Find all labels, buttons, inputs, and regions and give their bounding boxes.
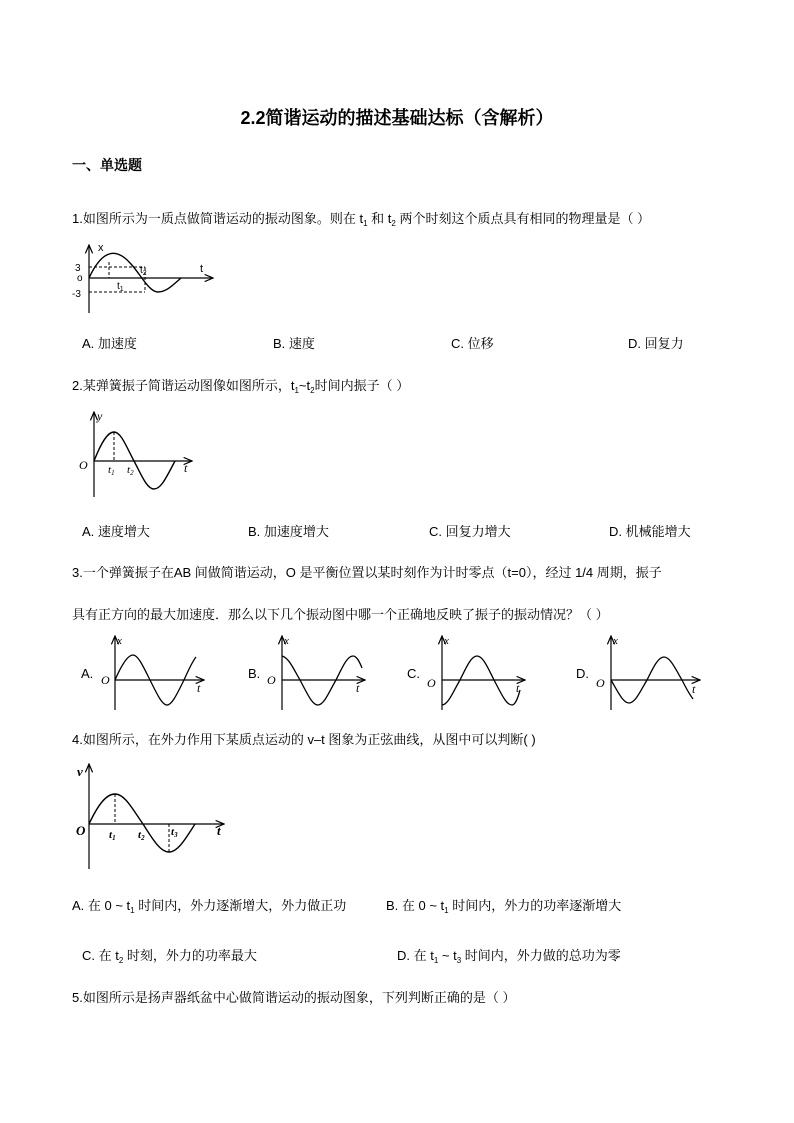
fig1-tick-neg3: -3: [72, 289, 81, 300]
section-heading: 一、单选题: [72, 157, 142, 173]
q3-c-label: C.: [407, 666, 420, 681]
q3-d-origin: O: [596, 676, 605, 690]
question-5-stem: 5.如图所示是扬声器纸盆中心做简谐运动的振动图象，下列判断正确的是（ ）: [72, 990, 516, 1005]
q3-b-label: B.: [248, 666, 261, 681]
fig1-tick-3: 3: [75, 263, 81, 274]
q3-figure-c[interactable]: [404, 632, 534, 714]
q3-b-x-label: x: [284, 635, 289, 647]
q3-a-x-label: x: [117, 635, 122, 647]
q4-option-b[interactable]: B. 在 0 ~ $t_1$ 时间内，外力的功率逐渐增大: [386, 898, 622, 915]
q3-c-t-label: t: [516, 681, 520, 695]
q1-option-c[interactable]: C. 位移: [451, 336, 494, 351]
q3-d-x-label: x: [613, 635, 618, 647]
q3-b-origin: O: [267, 673, 276, 687]
q3-figure-a[interactable]: [78, 632, 208, 714]
q3-c-origin: O: [427, 676, 436, 690]
q3-d-t-label: t: [692, 682, 696, 696]
q2-option-d[interactable]: D. 机械能增大: [609, 524, 691, 539]
fig4-t3-label: t3: [171, 826, 178, 839]
fig4-t-label: t: [217, 823, 221, 838]
q4-option-d[interactable]: D. 在 $t_1$ ~ $t_3$ 时间内，外力做的总功为零: [397, 948, 621, 965]
q2-option-b[interactable]: B. 加速度增大: [248, 524, 329, 539]
fig1-t2-label: $t_2$: [140, 265, 147, 277]
fig2-y-label: y: [97, 409, 103, 423]
question-4-stem: 4.如图所示，在外力作用下某质点运动的 v–t 图象为正弦曲线，从图中可以判断( ): [72, 732, 536, 747]
question-2-stem: 2.某弹簧振子简谐运动图像如图所示，$t_1\sim t_2$时间内振子（ ）: [72, 378, 410, 395]
fig1-origin: o: [77, 273, 83, 284]
fig2-t1-label: t1: [108, 464, 115, 477]
question-1-stem: 1.如图所示为一质点做简谐运动的振动图象。则在 $t_1$ 和 $t_2$ 两个时刻这个质点具有相同的物理量是（ ）: [72, 211, 651, 228]
question-3-line2: 具有正方向的最大加速度．那么以下几个振动图中哪一个正确地反映了振子的振动情况？（ ）: [72, 607, 609, 622]
q3-a-origin: O: [101, 673, 110, 687]
fig4-t1-label: t1: [109, 829, 116, 842]
page-title: 2.2简谐运动的描述基础达标（含解析）: [240, 108, 554, 128]
fig2-t2-label: t2: [127, 464, 134, 477]
q3-a-label: A.: [81, 666, 94, 681]
q2-option-a[interactable]: A. 速度增大: [82, 524, 150, 539]
q1-option-a[interactable]: A. 加速度: [82, 336, 137, 351]
fig1-t-label: t: [200, 263, 204, 275]
q4-option-a[interactable]: A. 在 0 ~ $t_1$ 时间内，外力逐渐增大，外力做正功: [72, 898, 347, 915]
q3-d-label: D.: [576, 666, 589, 681]
fig4-t2-label: t2: [138, 829, 145, 842]
question-4-figure: [72, 760, 232, 872]
fig1-x-label: x: [98, 242, 104, 254]
fig2-t-label: t: [184, 461, 188, 475]
q1-option-d[interactable]: D. 回复力: [628, 336, 684, 351]
fig1-t1-label: $t_1$: [117, 281, 124, 293]
fig2-origin: O: [79, 458, 88, 472]
fig4-origin: O: [76, 823, 86, 838]
question-1-figure: [70, 240, 220, 315]
q3-b-t-label: t: [356, 681, 360, 695]
question-2-figure: [74, 408, 198, 500]
q2-option-c[interactable]: C. 回复力增大: [429, 524, 511, 539]
q3-c-x-label: x: [444, 635, 449, 647]
q4-option-c[interactable]: C. 在 $t_2$ 时刻，外力的功率最大: [82, 948, 257, 965]
question-3-line1: 3.一个弹簧振子在AB 间做简谐运动，O 是平衡位置以某时刻作为计时零点（t=0），经过 1/4 周期，振子: [72, 565, 662, 580]
q3-a-t-label: t: [197, 681, 201, 695]
q3-figure-d[interactable]: [574, 632, 706, 714]
fig4-v-label: v: [77, 764, 83, 779]
q3-figure-b[interactable]: [246, 632, 376, 714]
q1-option-b[interactable]: B. 速度: [273, 336, 315, 351]
